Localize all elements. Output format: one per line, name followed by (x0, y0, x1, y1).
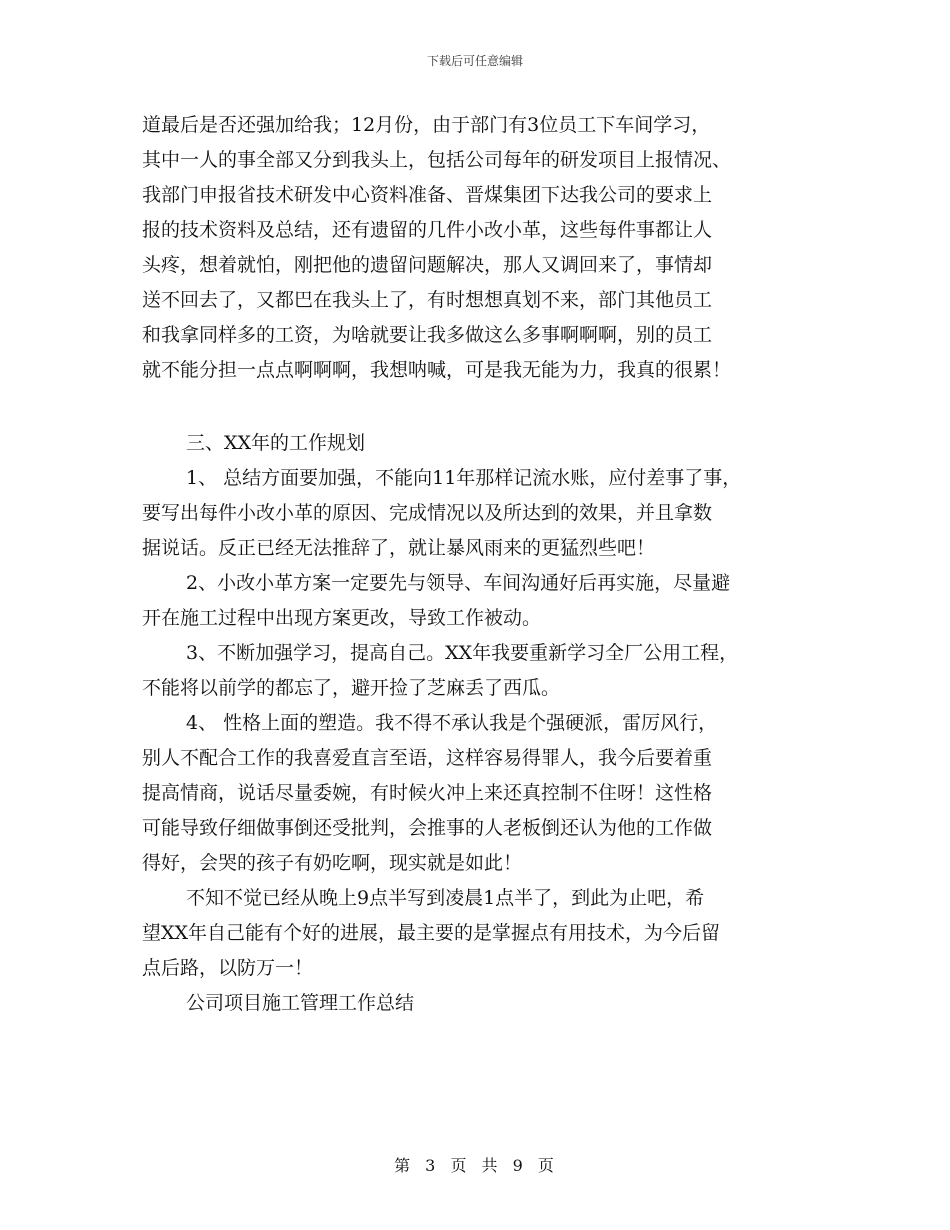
text-line: 提高情商，说话尽量委婉，有时候火冲上来还真控制不住呀！这性格 (142, 782, 713, 804)
text-line: 要写出每件小改小革的原因、完成情况以及所达到的效果，并且拿数 (142, 502, 713, 524)
text-line: 报的技术资料及总结，还有遗留的几件小改小革，这些每件事都让人 (142, 219, 713, 241)
text-line: 道最后是否还强加给我；12月份，由于部门有3位员工下车间学习， (142, 114, 711, 136)
text-line: 别人不配合工作的我喜爱直言至语，这样容易得罪人，我今后要着重 (142, 747, 713, 769)
text-line: 不知不觉已经从晚上9点半写到凌晨1点半了，到此为止吧，希 (186, 887, 705, 909)
page-header: 下载后可任意编辑 (426, 54, 523, 68)
text-line: 1、 总结方面要加强，不能向11年那样记流水账，应付差事了事， (186, 467, 742, 489)
text-line: 我部门申报省技术研发中心资料准备、晋煤集团下达我公司的要求上 (142, 184, 713, 206)
text-line: 得好，会哭的孩子有奶吃啊，现实就是如此！ (142, 852, 523, 874)
text-line: 望XX年自己能有个好的进展，最主要的是掌握点有用技术，为今后留 (142, 922, 721, 944)
text-line: 头疼，想着就怕，刚把他的遗留问题解决，那人又调回来了，事情却 (142, 254, 713, 276)
text-line: 据说话。反正已经无法推辞了，就让暴风雨来的更猛烈些吧！ (142, 537, 656, 559)
paragraph-gap (142, 388, 842, 426)
document-body (142, 108, 842, 1021)
text-line: 开在施工过程中出现方案更改，导致工作被动。 (142, 607, 542, 629)
text-line: 不能将以前学的都忘了，避开捡了芝麻丢了西瓜。 (142, 677, 561, 699)
text-line: 点后路，以防万一！ (142, 957, 314, 979)
text-line: 送不回去了，又都巴在我头上了，有时想想真划不来，部门其他员工 (142, 289, 713, 311)
text-line: 可能导致仔细做事倒还受批判，会推事的人老板倒还认为他的工作做 (142, 817, 713, 839)
text-line: 其中一人的事全部又分到我头上，包括公司每年的研发项目上报情况、 (142, 149, 732, 171)
text-line: 4、 性格上面的塑造。我不得不承认我是个强硬派，雷厉风行， (186, 712, 718, 734)
text-line: 3、不断加强学习，提高自己。XX年我要重新学习全厂公用工程， (186, 642, 739, 664)
text-line: 就不能分担一点点啊啊啊，我想呐喊，可是我无能为力，我真的很累！ (142, 359, 732, 381)
page-footer: 第 3 页 共 9 页 (394, 1156, 556, 1175)
text-line: 2、小改小革方案一定要先与领导、车间沟通好后再实施，尽量避 (186, 572, 731, 594)
document-title-next: 公司项目施工管理工作总结 (186, 992, 415, 1014)
section-heading: 三、XX年的工作规划 (186, 432, 366, 454)
text-line: 和我拿同样多的工资，为啥就要让我多做这么多事啊啊啊，别的员工 (142, 324, 713, 346)
